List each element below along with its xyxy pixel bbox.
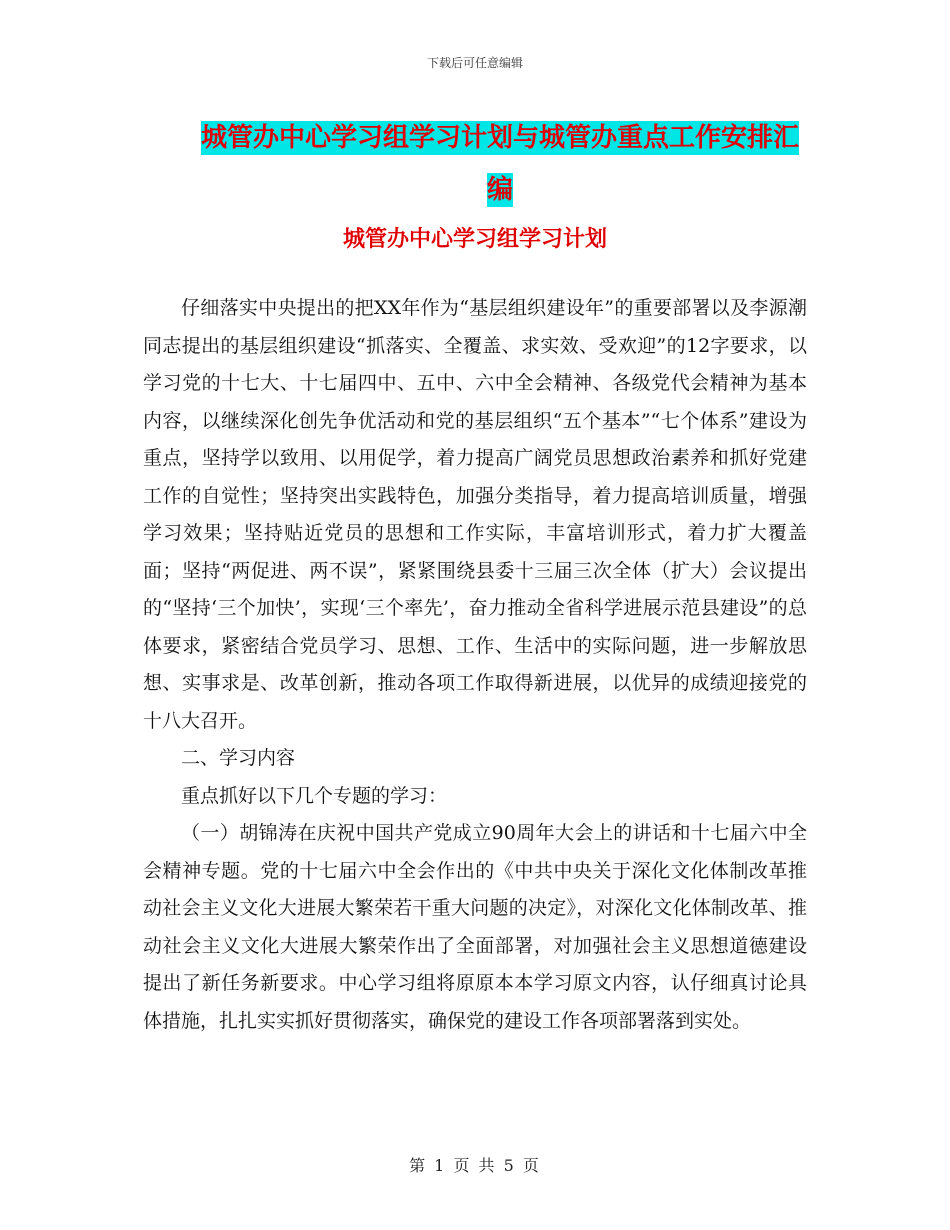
paragraph: 二、学习内容	[181, 747, 296, 769]
paragraph: （一）胡锦涛在庆祝中国共产党成立90周年大会上的讲话和十七届六中全会精神专题。党的十七届六中全会作出的《中共中央关于深化文化体制改革推动社会主义文化大进展大繁荣若干重大问题的决定》，对深化文化体制改革、推动社会主义文化大进展大繁荣作出了全面部署，对加强社会主义思想道德建设提出了新任务新要求。中心学习组将原原本本学习原文内容，认仔细真讨论具体措施，扎扎实实抓好贯彻落实，确保党的建设工作各项部署落到实处。	[143, 822, 807, 1032]
paragraph: 仔细落实中央提出的把XX年作为“基层组织建设年”的重要部署以及李源潮同志提出的基层组织建设“抓落实、全覆盖、求实效、受欢迎”的12字要求，以学习党的十七大、十七届四中、五中、六中全会精神、各级党代会精神为基本内容，以继续深化创先争优活动和党的基层组织“五个基本”“七个体系”建设为重点，坚持学以致用、以用促学，着力提高广阔党员思想政治素养和抓好党建工作的自觉性；坚持突出实践特色，加强分类指导，着力提高培训质量，增强学习效果；坚持贴近党员的思想和工作实际，丰富培训形式，着力扩大覆盖面；坚持“两促进、两不误”，紧紧围绕县委十三届三次全体（扩大）会议提出的“坚持‘三个加快’，实现‘三个率先’，奋力推动全省科学进展示范县建设”的总体要求，紧密结合党员学习、思想、工作、生活中的实际问题，进一步解放思想、实事求是、改革创新，推动各项工作取得新进展，以优异的成绩迎接党的十八大召开。	[143, 297, 807, 732]
page-number: 第 1 页 共 5 页	[409, 1156, 541, 1175]
document-body	[143, 290, 807, 1040]
header-note: 下载后可任意编辑	[426, 56, 523, 70]
paragraph: 重点抓好以下几个专题的学习：	[181, 784, 448, 807]
document-title-text: 城管办中心学习组学习计划与城管办重点工作安排汇编	[200, 123, 799, 205]
document-title	[190, 112, 810, 216]
section-title: 城管办中心学习组学习计划	[342, 226, 607, 252]
